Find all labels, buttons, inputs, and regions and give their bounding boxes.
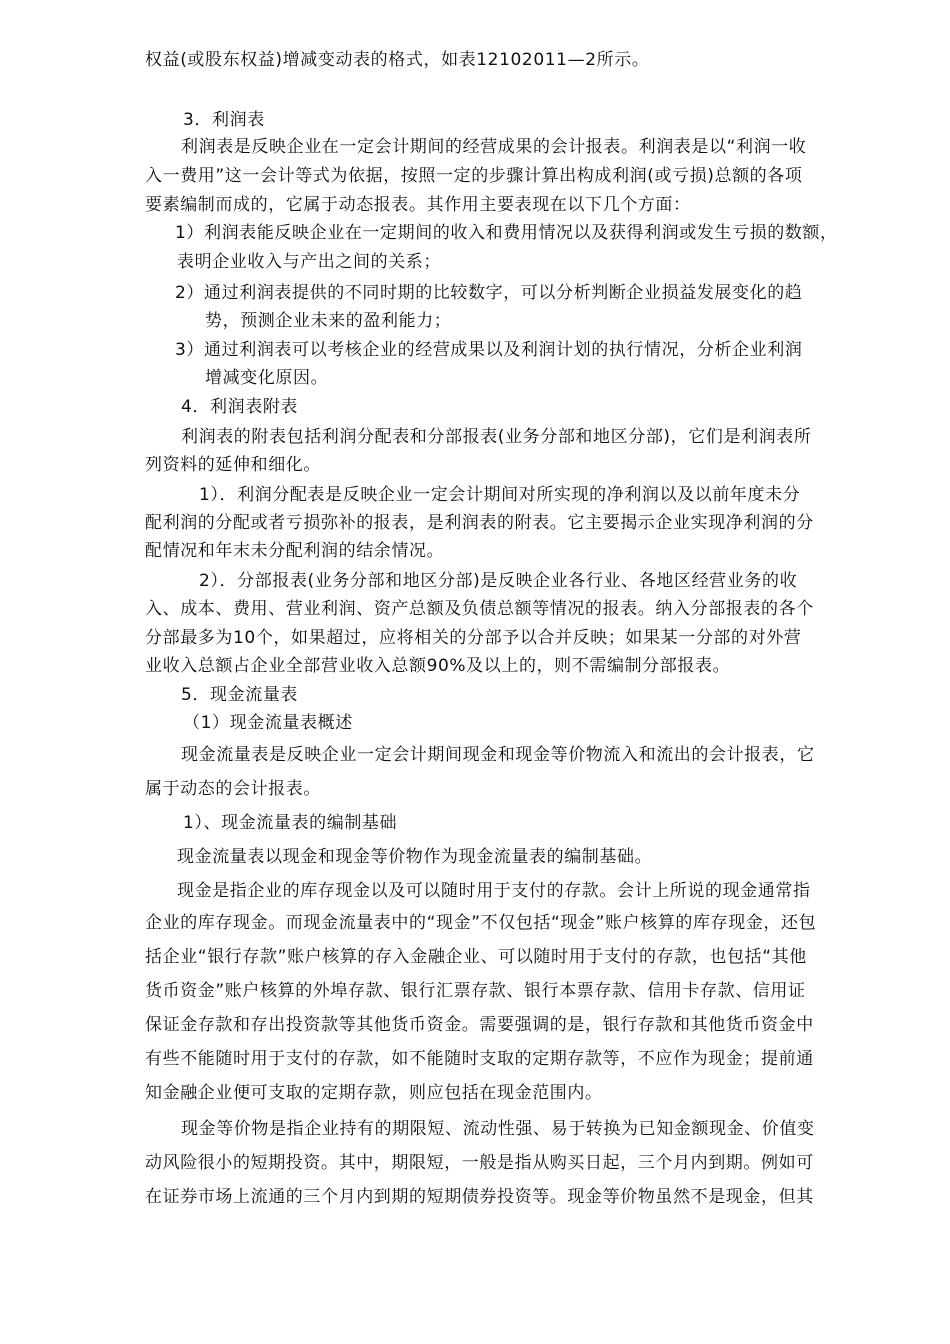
list-item: 1）．利润分配表是反映企业一定会计期间对所实现的净利润以及以前年度未分 (199, 485, 801, 505)
text-line: 利润表的附表包括利润分配表和分部报表(业务分部和地区分部)，它们是利润表所 (181, 427, 812, 447)
text-line: 企业的库存现金。而现金流量表中的“现金”不仅包括“现金”账户核算的库存现金，还包 (145, 913, 817, 933)
text-line: 业收入总额占企业全部营业收入总额90%及以上的，则不需编制分部报表。 (145, 656, 731, 676)
text-line: 括企业“银行存款”账户核算的存入金融企业、可以随时用于支付的存款，也包括“其他 (145, 947, 807, 967)
text-line: 保证金存款和存出投资款等其他货币资金。需要强调的是，银行存款和其他货币资金中 (145, 1015, 814, 1035)
text-line: 表明企业收入与产出之间的关系； (177, 252, 441, 272)
text-line: 入、成本、费用、营业利润、资产总额及负债总额等情况的报表。纳入分部报表的各个 (145, 599, 814, 619)
list-item: 1）利润表能反映企业在一定期间的收入和费用情况以及获得利润或发生亏损的数额， (175, 223, 838, 243)
text-line: 现金流量表以现金和现金等价物作为现金流量表的编制基础。 (177, 847, 653, 867)
section-heading: 5．现金流量表 (181, 685, 299, 705)
text-line: 势，预测企业未来的盈利能力； (205, 311, 452, 331)
section-heading: 4．利润表附表 (181, 397, 299, 417)
list-item: 2）．分部报表(业务分部和地区分部)是反映企业各行业、各地区经营业务的收 (199, 571, 798, 591)
section-heading: 3．利润表 (183, 110, 265, 130)
text-line: 动风险很小的短期投资。其中，期限短，一般是指从购买日起，三个月内到期。例如可 (145, 1153, 814, 1173)
text-line: 配利润的分配或者亏损弥补的报表，是利润表的附表。它主要揭示企业实现净利润的分 (145, 513, 814, 533)
subsection-heading: （1）现金流量表概述 (183, 713, 353, 733)
text-line: 列资料的延伸和细化。 (145, 455, 321, 475)
text-line: 有些不能随时用于支付的存款，如不能随时支取的定期存款等，不应作为现金；提前通 (145, 1049, 814, 1069)
text-line: 配情况和年末未分配利润的结余情况。 (145, 541, 445, 561)
text-line: 货币资金”账户核算的外埠存款、银行汇票存款、银行本票存款、信用卡存款、信用证 (145, 981, 806, 1001)
text-line: 权益(或股东权益)增减变动表的格式，如表12102011—2所示。 (145, 50, 650, 70)
text-line: 分部最多为10个，如果超过，应将相关的分部予以合并反映；如果某一分部的对外营 (145, 628, 802, 648)
text-line: 利润表是反映企业在一定会计期间的经营成果的会计报表。利润表是以“利润一收 (181, 137, 807, 157)
list-item: 3）通过利润表可以考核企业的经营成果以及利润计划的执行情况，分析企业利润 (175, 340, 803, 360)
text-line: 属于动态的会计报表。 (145, 779, 321, 799)
text-line: 增减变化原因。 (205, 368, 329, 388)
text-line: 在证券市场上流通的三个月内到期的短期债券投资等。现金等价物虽然不是现金，但其 (145, 1187, 814, 1207)
text-line: 现金流量表是反映企业一定会计期间现金和现金等价物流入和流出的会计报表，它 (181, 745, 815, 765)
text-line: 要素编制而成的，它属于动态报表。其作用主要表现在以下几个方面： (145, 195, 691, 215)
text-line: 入一费用”这一会计等式为依据，按照一定的步骤计算出构成利润(或亏损)总额的各项 (145, 166, 803, 186)
text-line: 现金是指企业的库存现金以及可以随时用于支付的存款。会计上所说的现金通常指 (177, 881, 811, 901)
text-line: 知金融企业便可支取的定期存款，则应包括在现金范围内。 (145, 1083, 603, 1103)
text-line: 现金等价物是指企业持有的期限短、流动性强、易于转换为已知金额现金、价值变 (181, 1119, 815, 1139)
list-item: 2）通过利润表提供的不同时期的比较数字，可以分析判断企业损益发展变化的趋 (175, 283, 803, 303)
subsection-heading: 1）、现金流量表的编制基础 (183, 813, 398, 833)
